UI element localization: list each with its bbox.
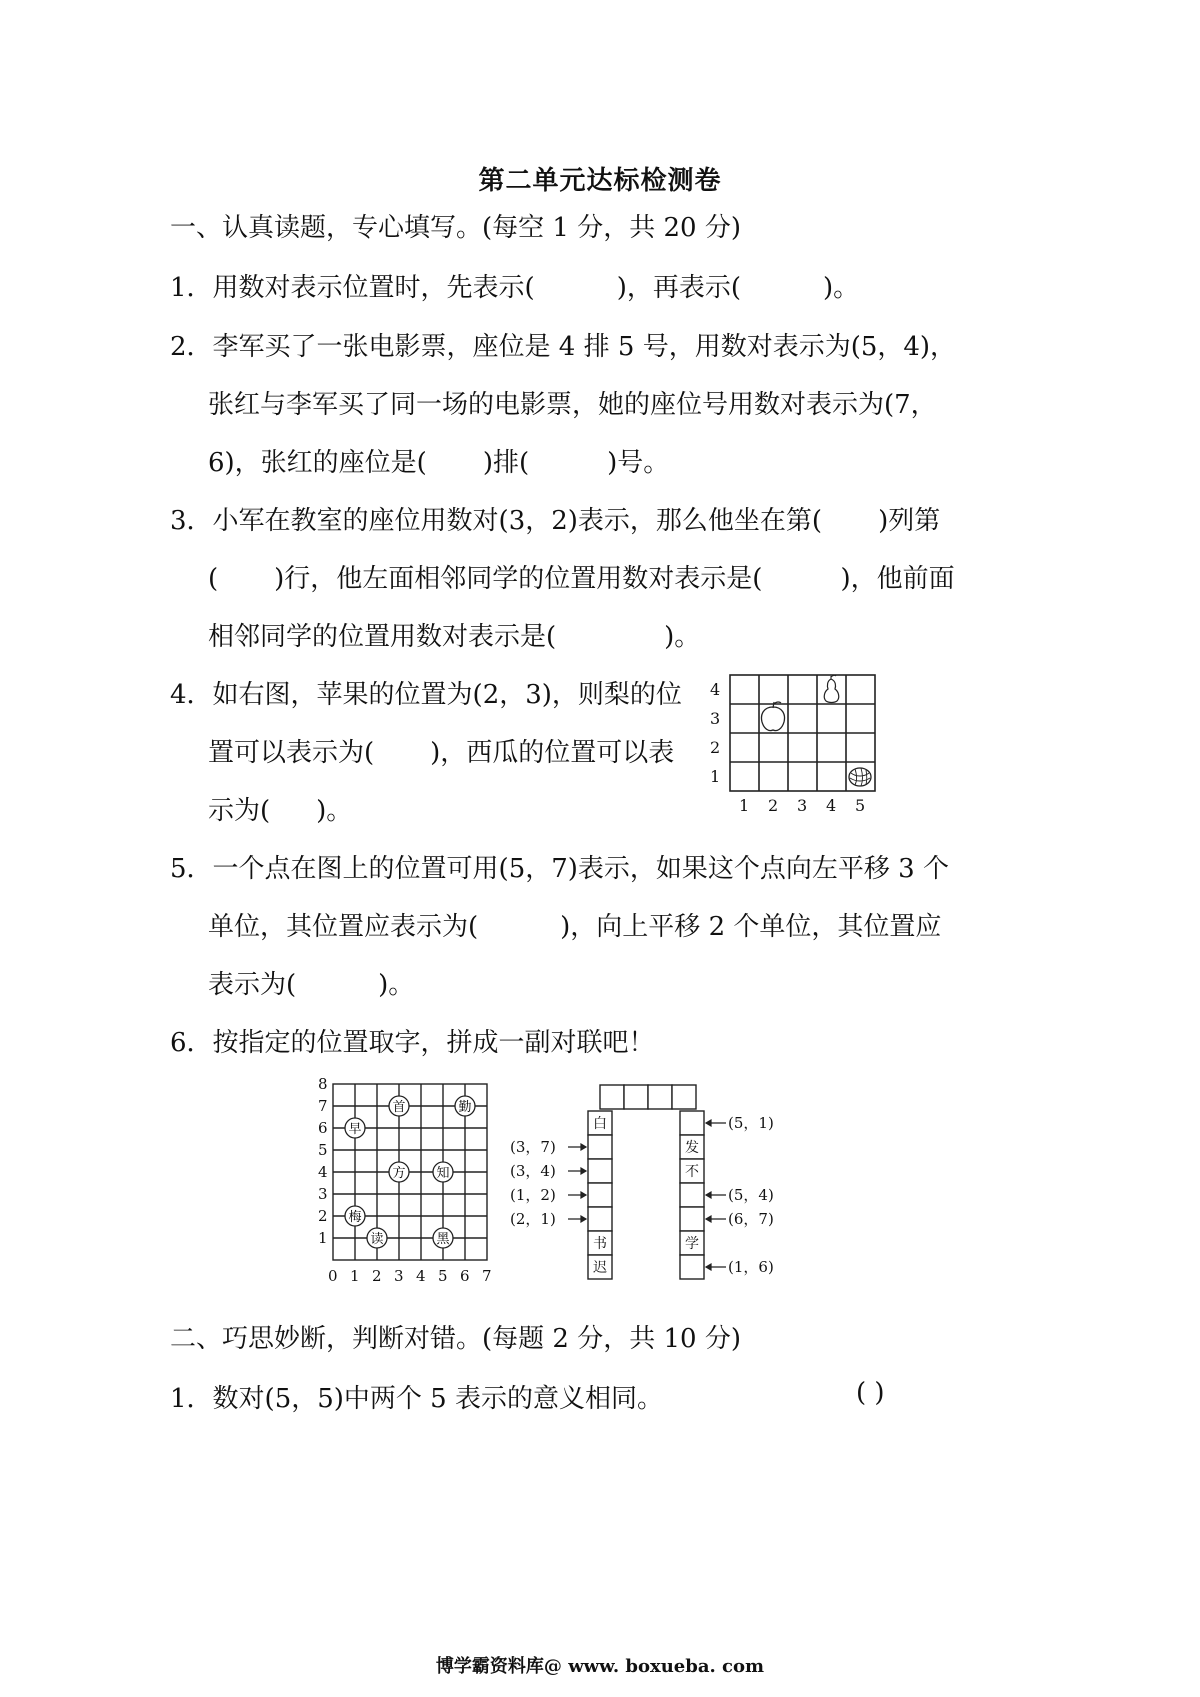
s2q1-text: 数对(5，5)中两个 5 表示的意义相同。: [212, 1384, 663, 1414]
board-piece-fang: [389, 1162, 409, 1182]
board-x-label: 4: [416, 1267, 426, 1285]
section1-heading: 一、认真读题，专心填写。(每空 1 分，共 20 分): [170, 213, 741, 243]
q1-number: 1．: [170, 273, 213, 303]
couplet-left-arrows: [568, 1144, 586, 1222]
question-2-line3: [208, 442, 669, 479]
board-y-label: 1: [318, 1229, 328, 1247]
grid-x-label: 2: [768, 796, 779, 815]
q2-line3b: )排(: [482, 448, 530, 478]
couplet-right-label: (6，7): [728, 1210, 774, 1228]
board-x-label: 6: [460, 1267, 470, 1285]
q2-line1: 李军买了一张电影票，座位是 4 排 5 号，用数对表示为(5，4)，: [212, 332, 957, 362]
q1-end: )。: [823, 273, 860, 303]
grid-y-label: 4: [710, 680, 721, 699]
board-x-label: 3: [394, 1267, 404, 1285]
question-4-line2: [208, 732, 674, 769]
couplet-right-column: [680, 1111, 704, 1279]
couplet-top-boxes: [600, 1085, 696, 1109]
svg-text:勤: 勤: [458, 1100, 472, 1115]
q1-mid: )，再表示(: [616, 273, 741, 303]
svg-text:知: 知: [436, 1166, 450, 1181]
svg-text:方: 方: [392, 1166, 406, 1181]
pear-icon: [824, 675, 838, 702]
q4-line3a: 示为(: [208, 796, 271, 826]
q5-line2a: 单位，其位置应表示为(: [208, 912, 479, 942]
board-y-label: 5: [318, 1141, 328, 1159]
board-piece-mei: [345, 1206, 365, 1226]
q2-line3c: )号。: [607, 448, 670, 478]
grid-x-label: 4: [826, 796, 837, 815]
question-3-line3: [208, 616, 700, 653]
board-y-label: 8: [318, 1075, 328, 1093]
board-y-label: 2: [318, 1207, 328, 1225]
q3-line1a: 小军在教室的座位用数对(3，2)表示，那么他坐在第(: [212, 506, 823, 536]
q2-number: 2．: [170, 332, 213, 362]
section2-heading: 二、巧思妙断，判断对错。(每题 2 分，共 10 分): [170, 1324, 741, 1354]
question-5-line2: [208, 906, 941, 943]
q6-number: 6．: [170, 1028, 213, 1058]
couplet-right-label: (5，4): [728, 1186, 774, 1204]
board-y-label: 7: [318, 1097, 328, 1115]
grid-x-label: 1: [739, 796, 750, 815]
board-x-label: 2: [372, 1267, 382, 1285]
couplet-left-label: (1，2): [510, 1186, 556, 1204]
svg-text:早: 早: [348, 1122, 362, 1137]
svg-text:梅: 梅: [348, 1210, 362, 1225]
couplet-right-arrows: [706, 1120, 726, 1270]
q3-number: 3．: [170, 506, 213, 536]
q2-line2: 张红与李军买了同一场的电影票，她的座位号用数对表示为(7，: [208, 390, 937, 420]
couplet-left-label: (3，7): [510, 1138, 556, 1156]
q4-line1: 如右图，苹果的位置为(2，3)，则梨的位: [212, 680, 682, 710]
q3-line3a: 相邻同学的位置用数对表示是(: [208, 622, 557, 652]
board-piece-hei: [433, 1228, 453, 1248]
couplet-right-labels: [728, 1114, 774, 1276]
board-piece-du: [367, 1228, 387, 1248]
q3-line3b: )。: [664, 622, 701, 652]
apple-icon: [761, 702, 784, 731]
grid-y-label: 1: [710, 767, 721, 786]
couplet-left-column: [588, 1111, 612, 1279]
q4-line3b: )。: [316, 796, 353, 826]
board-x-label: 1: [350, 1267, 360, 1285]
couplet-char-bai: 白: [593, 1116, 607, 1132]
q5-line1: 一个点在图上的位置可用(5，7)表示，如果这个点向左平移 3 个: [212, 854, 949, 884]
q3-line2a: (: [208, 564, 219, 594]
question-2-line1: [170, 326, 956, 363]
q4-line2b: )，西瓜的位置可以表: [430, 738, 675, 768]
q5-line3b: )。: [378, 970, 415, 1000]
watermelon-icon: [849, 768, 871, 786]
fruit-grid-x-labels: [739, 796, 865, 815]
couplet-right-label: (1，6): [728, 1258, 774, 1276]
fruit-grid-y-labels: [710, 680, 720, 786]
question-5-line3: [208, 964, 414, 1001]
page-title: 第二单元达标检测卷: [478, 166, 722, 196]
grid-x-label: 5: [855, 796, 866, 815]
q6-text: 按指定的位置取字，拼成一副对联吧！: [212, 1028, 655, 1058]
couplet-char-bu: 不: [685, 1164, 699, 1180]
q5-number: 5．: [170, 854, 213, 884]
board-y-label: 6: [318, 1119, 328, 1137]
section2-question-1: [170, 1378, 663, 1415]
grid-y-label: 3: [710, 709, 721, 728]
footer-watermark: 博学霸资料库@ www. boxueba. com: [435, 1656, 765, 1677]
fruit-grid-figure: [700, 665, 960, 815]
q4-line2a: 置可以表示为(: [208, 738, 375, 768]
board-piece-zao: [345, 1118, 365, 1138]
q5-line2b: )，向上平移 2 个单位，其位置应: [560, 912, 942, 942]
q3-line2b: )行，他左面相邻同学的位置用数对表示是(: [274, 564, 763, 594]
board-piece-shou: [389, 1096, 409, 1116]
couplet-char-xue: 学: [685, 1236, 699, 1252]
couplet-left-labels: [510, 1138, 556, 1228]
board-y-label: 4: [318, 1163, 328, 1181]
couplet-char-fa: 发: [685, 1140, 699, 1156]
q5-line3a: 表示为(: [208, 970, 297, 1000]
question-5-line1: [170, 848, 949, 885]
couplet-figure: [300, 1075, 840, 1290]
board-piece-zhi: [433, 1162, 453, 1182]
couplet-left-label: (2，1): [510, 1210, 556, 1228]
couplet-left-label: (3，4): [510, 1162, 556, 1180]
board-x-label: 7: [482, 1267, 492, 1285]
svg-text:黑: 黑: [436, 1232, 450, 1247]
question-3-line2: [208, 558, 955, 595]
q4-number: 4．: [170, 680, 213, 710]
question-4-line1: [170, 674, 682, 711]
s2q1-number: 1．: [170, 1384, 213, 1414]
q1-text: 用数对表示位置时，先表示(: [212, 273, 535, 303]
grid-x-label: 3: [797, 796, 808, 815]
q2-line3a: 6)，张红的座位是(: [208, 448, 427, 478]
question-1: [170, 267, 859, 304]
board-y-label: 3: [318, 1185, 328, 1203]
board-y-labels: [318, 1075, 328, 1247]
svg-text:读: 读: [370, 1232, 384, 1247]
grid-y-label: 2: [710, 738, 721, 757]
question-3-line1: [170, 500, 940, 537]
board-piece-qin: [455, 1096, 475, 1116]
question-6: [170, 1022, 655, 1059]
board-x-label: 5: [438, 1267, 448, 1285]
board-x-label: 0: [328, 1267, 338, 1285]
q3-line2c: )，他前面: [840, 564, 955, 594]
question-4-line3: [208, 790, 352, 827]
q3-line1b: )列第: [878, 506, 941, 536]
couplet-char-shu: 书: [593, 1236, 607, 1252]
answer-paren[interactable]: ( ): [856, 1378, 885, 1408]
couplet-char-chi: 迟: [593, 1260, 607, 1276]
svg-text:首: 首: [392, 1100, 406, 1115]
couplet-right-label: (5，1): [728, 1114, 774, 1132]
board-x-labels: [328, 1267, 492, 1285]
